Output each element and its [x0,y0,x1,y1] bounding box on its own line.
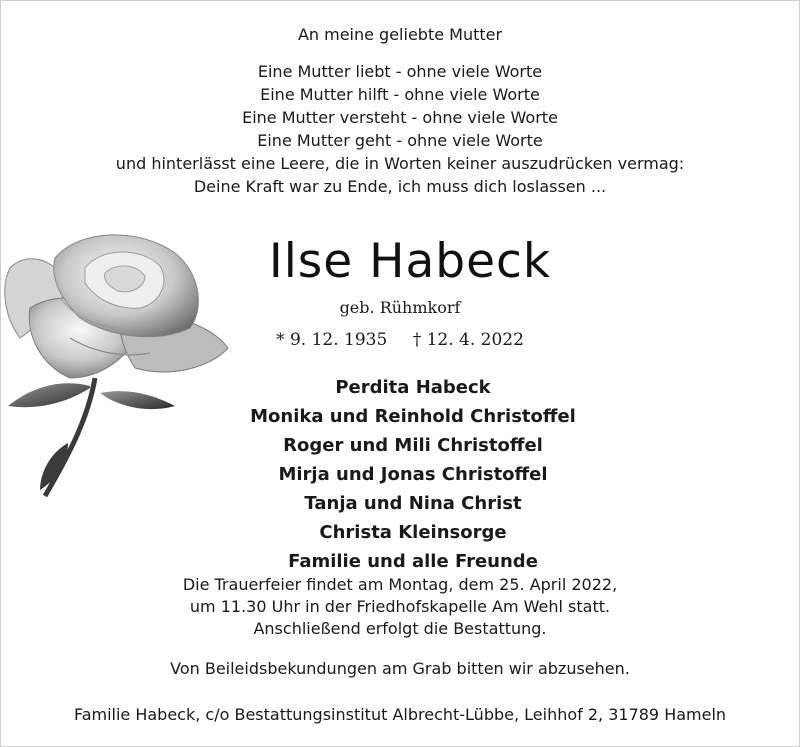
poem-line: und hinterlässt eine Leere, die in Worten keiner auszudrücken vermag: [115,154,685,173]
poem [0,60,800,198]
poem-line: Deine Kraft war zu Ende, ich muss dich loslassen ... [193,177,607,196]
mourners-list [0,373,800,576]
poem-line: Eine Mutter liebt - ohne viele Worte [257,62,543,81]
ceremony-line: um 11.30 Uhr in der Friedhofskapelle Am Wehl statt. [189,597,611,616]
death-date: † 12. 4. 2022 [412,330,524,350]
mourner: Perdita Habeck [335,377,491,398]
life-dates [0,329,800,351]
mourner: Monika und Reinhold Christoffel [250,406,576,427]
mourner: Mirja und Jonas Christoffel [278,464,548,485]
birth-date: * 9. 12. 1935 [276,330,388,350]
condolence-note: Von Beileidsbekundungen am Grab bitten wir abzusehen. [170,659,630,678]
family-address: Familie Habeck, c/o Bestattungsinstitut Albrecht-Lübbe, Leihhof 2, 31789 Hameln [73,705,727,724]
dedication: An meine geliebte Mutter [297,25,503,44]
birth-name: geb. Rühmkorf [339,298,461,317]
mourner: Roger und Mili Christoffel [283,435,543,456]
poem-line: Eine Mutter hilft - ohne viele Worte [260,85,540,104]
deceased-name: Ilse Habeck [268,234,552,289]
ceremony-line: Anschließend erfolgt die Bestattung. [253,619,547,638]
mourner: Familie und alle Freunde [288,551,538,572]
mourner: Tanja und Nina Christ [304,493,522,514]
mourner: Christa Kleinsorge [319,522,507,543]
ceremony-details [0,574,800,640]
poem-line: Eine Mutter versteht - ohne viele Worte [242,108,558,127]
poem-line: Eine Mutter geht - ohne viele Worte [257,131,543,150]
ceremony-line: Die Trauerfeier findet am Montag, dem 25. April 2022, [182,575,618,594]
